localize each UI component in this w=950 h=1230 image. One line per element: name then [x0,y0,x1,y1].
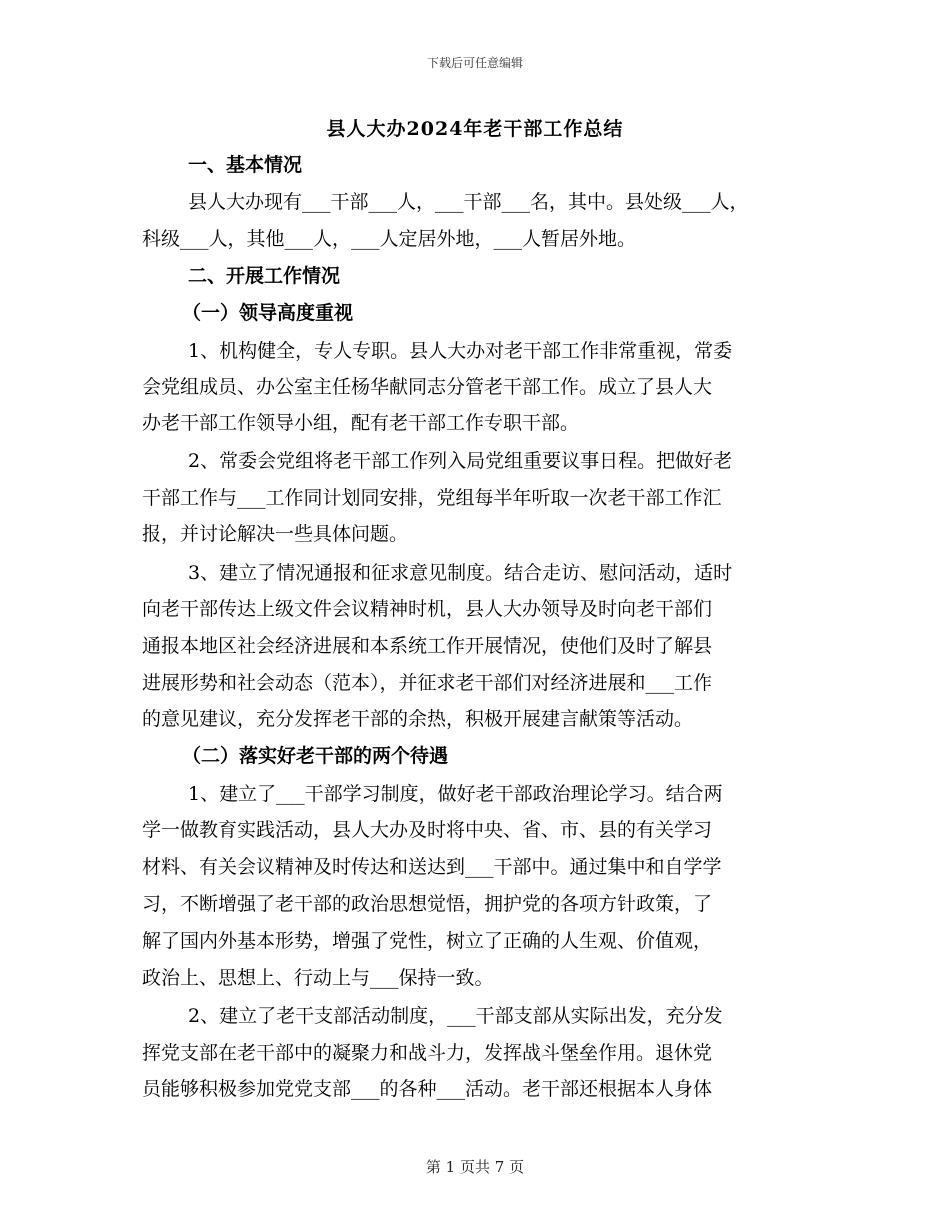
document-title: 县人大办2024年老干部工作总结 [326,118,624,140]
paragraph-line: 通报本地区社会经济进展和本系统工作开展情况，使他们及时了解县 [142,635,713,657]
paragraph-line: 习，不断增强了老干部的政治思想觉悟，拥护党的各项方针政策，了 [142,893,713,915]
paragraph-line: 报，并讨论解决一些具体问题。 [142,523,409,545]
paragraph-line: 2、常委会党组将老干部工作列入局党组重要议事日程。把做好老 [188,450,733,472]
paragraph-line: 2、建立了老干支部活动制度，___干部支部从实际出发，充分发 [188,1005,723,1027]
subsection-heading: （二）落实好老干部的两个待遇 [182,745,449,767]
paragraph-line: 挥党支部在老干部中的凝聚力和战斗力，发挥战斗堡垒作用。退休党 [142,1042,713,1064]
paragraph-line: 办老干部工作领导小组，配有老干部工作专职干部。 [142,412,580,434]
paragraph-line: 进展形势和社会动态（范本），并征求老干部们对经济进展和___工作 [142,672,713,694]
paragraph-line: 的意见建议，充分发挥老干部的余热，积极开展建言献策等活动。 [142,708,694,730]
page-header: 下载后可任意编辑 [426,56,523,70]
paragraph-line: 1、机构健全，专人专职。县人大办对老干部工作非常重视，常委 [188,340,733,362]
paragraph-line: 员能够积极参加党党支部___的各种___活动。老干部还根据本人身体 [142,1078,713,1100]
paragraph-line: 学一做教育实践活动，县人大办及时将中央、省、市、县的有关学习 [142,819,713,841]
paragraph-line: 解了国内外基本形势，增强了党性，树立了正确的人生观、价值观， [142,930,713,952]
paragraph-line: 3、建立了情况通报和征求意见制度。结合走访、慰问活动，适时 [188,562,733,584]
subsection-heading: （一）领导高度重视 [182,302,354,324]
paragraph-line: 向老干部传达上级文件会议精神时机，县人大办领导及时向老干部们 [142,598,713,620]
paragraph-line: 政治上、思想上、行动上与___保持一致。 [142,967,494,989]
section-heading: 二、开展工作情况 [188,265,341,287]
page-number-footer: 第 1 页共 7 页 [425,1158,525,1176]
section-heading: 一、基本情况 [188,154,303,176]
paragraph-line: 县人大办现有___干部___人，___干部___名，其中。县处级___人， [188,191,749,213]
paragraph-line: 材料、有关会议精神及时传达和送达到___干部中。通过集中和自学学 [142,856,722,878]
paragraph-line: 干部工作与___工作同计划同安排，党组每半年听取一次老干部工作汇 [142,487,722,509]
paragraph-line: 科级___人，其他___人，___人定居外地，___人暂居外地。 [142,228,637,250]
paragraph-line: 1、建立了___干部学习制度，做好老干部政治理论学习。结合两 [188,783,723,805]
paragraph-line: 会党组成员、办公室主任杨华献同志分管老干部工作。成立了县人大 [142,376,713,398]
